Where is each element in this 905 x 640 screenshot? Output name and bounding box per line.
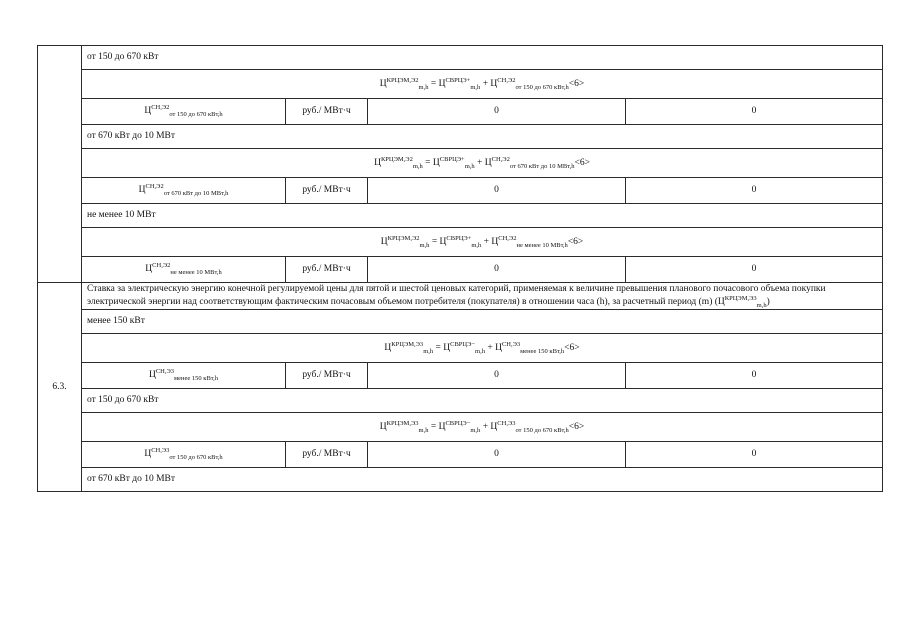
price-letter: Ц [144,106,152,116]
price-letter: Ц [717,297,725,307]
symbol-subscript: m,h [471,241,482,249]
symbol-subscript: m,h [470,83,481,91]
formula-footnote: <6> [567,236,584,247]
formula-rhs-wholesale [438,419,481,434]
symbol-superscript: СВРЦЭ− [450,340,476,348]
formula-rhs-markup [490,419,569,434]
symbol-subscript: m,h [412,162,423,170]
formula-footnote: <6> [564,342,580,353]
formula-rhs-wholesale [443,340,485,355]
formula-plus: + [480,421,491,432]
range-label: не менее 10 МВт [82,204,883,228]
symbol-superscript: СН,Э2 [151,103,170,111]
range-label: от 150 до 670 кВт [82,46,883,70]
formula-cell [82,70,883,99]
table-row-value [38,363,883,389]
table-row-value [38,178,883,204]
symbol-superscript: СН,Э3 [151,446,170,454]
table-row-formula [38,149,883,178]
formula-cell [82,334,883,363]
value-cell-1: 0 [368,363,626,389]
table-row-band [38,46,883,70]
formula-equals: = [422,157,433,168]
table-row-band [38,389,883,413]
description-symbol [717,294,767,309]
price-letter: Ц [138,185,146,195]
symbol-superscript: СН,Э3 [501,340,521,348]
symbol-superscript: СН,Э2 [152,261,171,269]
formula-rhs-markup [484,155,575,170]
symbol-superscript: СН,Э2 [498,234,517,242]
symbol-subscript: менее 150 кВт,h [174,374,219,382]
price-letter: Ц [384,342,392,353]
price-letter: Ц [495,342,502,353]
range-label: от 670 кВт до 10 МВт [82,125,883,149]
formula-lhs [379,419,429,434]
symbol-subscript: от 150 до 670 кВт,h [515,83,569,91]
price-letter: Ц [379,78,387,89]
symbol-subscript: от 150 до 670 кВт,h [169,110,223,118]
symbol-superscript: СВРЦЭ+ [445,76,471,84]
description-end: ) [766,297,770,307]
formula-footnote: <6> [574,157,590,168]
symbol-superscript: КРЦЭМ,Э2 [387,234,420,242]
symbol-superscript: СВРЦЭ+ [446,234,472,242]
table-row-description [38,283,883,310]
symbol-subscript: m,h [464,162,475,170]
symbol-superscript: КРЦЭМ,Э2 [380,155,413,163]
tariff-table [37,45,883,492]
symbol-subscript: m,h [475,347,485,355]
symbol-subscript: от 670 кВт до 10 МВт,h [509,162,575,170]
price-letter: Ц [490,421,498,432]
description-cell [82,283,883,310]
value-cell-1: 0 [368,442,626,468]
value-cell-1: 0 [368,178,626,204]
formula-plus: + [480,78,491,89]
symbol-superscript: КРЦЭМ,Э2 [386,76,419,84]
table-row-value [38,257,883,283]
price-letter: Ц [148,370,156,380]
formula-equals: = [428,421,439,432]
range-label: менее 150 кВт [82,310,883,334]
formula-plus: + [484,342,496,353]
table-row-value [38,99,883,125]
price-letter: Ц [443,342,451,353]
formula-equals: = [429,236,440,247]
formula-rhs-wholesale [438,76,481,91]
symbol-superscript: СН,Э2 [497,76,516,84]
rate-symbol [144,103,223,118]
formula-rhs-wholesale [432,155,475,170]
symbol-subscript: от 670 кВт до 10 МВт,h [163,189,229,197]
table-row-band [38,310,883,334]
formula-lhs [379,76,429,91]
price-letter: Ц [144,449,152,459]
row-number-blank [38,46,82,283]
price-letter: Ц [438,78,446,89]
table-row-formula [38,334,883,363]
symbol-subscript: менее 150 кВт,h [520,347,565,355]
value-cell-1: 0 [368,99,626,125]
formula-rhs-wholesale [439,234,482,249]
unit-cell: руб./ МВт·ч [286,442,368,468]
price-letter: Ц [380,236,388,247]
formula-cell [82,149,883,178]
formula-footnote: <6> [568,421,585,432]
unit-cell: руб./ МВт·ч [286,178,368,204]
rate-symbol-cell [82,99,286,125]
price-letter: Ц [491,236,499,247]
table-row-formula [38,228,883,257]
price-letter: Ц [439,236,447,247]
formula-equals: = [433,342,444,353]
symbol-superscript: СВРЦЭ− [445,419,471,427]
table-row-band [38,125,883,149]
formula-cell [82,413,883,442]
formula-lhs [384,340,434,355]
price-letter: Ц [379,421,387,432]
symbol-superscript: КРЦЭМ,Э3 [724,294,757,302]
symbol-subscript: m,h [423,347,434,355]
value-cell-2: 0 [626,363,883,389]
rate-symbol [145,261,222,276]
unit-cell: руб./ МВт·ч [286,99,368,125]
table-row-formula [38,70,883,99]
symbol-subscript: m,h [419,241,430,249]
unit-cell: руб./ МВт·ч [286,257,368,283]
table-row-formula [38,413,883,442]
range-label: от 670 кВт до 10 МВт [82,468,883,492]
range-label: от 150 до 670 кВт [82,389,883,413]
symbol-subscript: от 150 до 670 кВт,h [515,426,569,434]
rate-symbol-cell [82,178,286,204]
price-letter: Ц [432,157,440,168]
formula-plus: + [481,236,492,247]
price-letter: Ц [438,421,446,432]
formula-rhs-markup [495,340,565,355]
symbol-superscript: КРЦЭМ,Э3 [386,419,419,427]
formula-lhs [374,155,423,170]
rate-symbol [148,367,219,382]
symbol-subscript: не менее 10 МВт,h [170,268,222,276]
symbol-superscript: СВРЦЭ+ [439,155,465,163]
symbol-subscript: m,h [418,83,429,91]
table-row-band [38,468,883,492]
tariff-table-body [38,46,883,492]
row-number: 6.3. [38,283,82,492]
value-cell-2: 0 [626,99,883,125]
rate-symbol [144,446,223,461]
symbol-superscript: СН,Э2 [145,182,164,190]
value-cell-2: 0 [626,257,883,283]
table-row-value [38,442,883,468]
rate-symbol-cell [82,257,286,283]
value-cell-1: 0 [368,257,626,283]
price-letter: Ц [145,264,153,274]
value-cell-2: 0 [626,178,883,204]
formula-lhs [380,234,430,249]
symbol-subscript: m,h [756,301,767,309]
price-letter: Ц [374,157,381,168]
formula-footnote: <6> [568,78,585,89]
formula-cell [82,228,883,257]
formula-rhs-markup [490,76,569,91]
symbol-subscript: m,h [418,426,429,434]
rate-symbol-cell [82,442,286,468]
symbol-superscript: СН,Э3 [155,367,175,375]
rate-symbol [138,182,229,197]
price-letter: Ц [484,157,492,168]
formula-plus: + [474,157,485,168]
symbol-subscript: не менее 10 МВт,h [516,241,568,249]
rate-symbol-cell [82,363,286,389]
symbol-superscript: КРЦЭМ,Э3 [391,340,424,348]
symbol-subscript: m,h [470,426,481,434]
price-letter: Ц [490,78,498,89]
symbol-superscript: СН,Э2 [491,155,510,163]
description-text: Ставка за электрическую энергию конечной регулируемой цены для пятой и шестой ценовых категорий, применяемая к величине превышения планового почасового объема покупки электрической энергии над соответствующим фактическим почасовым объемом потребителя (покупателя) в отношении часа (h), за расчетный период (m) ( [87,284,826,307]
formula-rhs-markup [491,234,568,249]
unit-cell: руб./ МВт·ч [286,363,368,389]
formula-equals: = [428,78,439,89]
value-cell-2: 0 [626,442,883,468]
table-row-band [38,204,883,228]
symbol-superscript: СН,Э3 [497,419,516,427]
symbol-subscript: от 150 до 670 кВт,h [169,453,223,461]
